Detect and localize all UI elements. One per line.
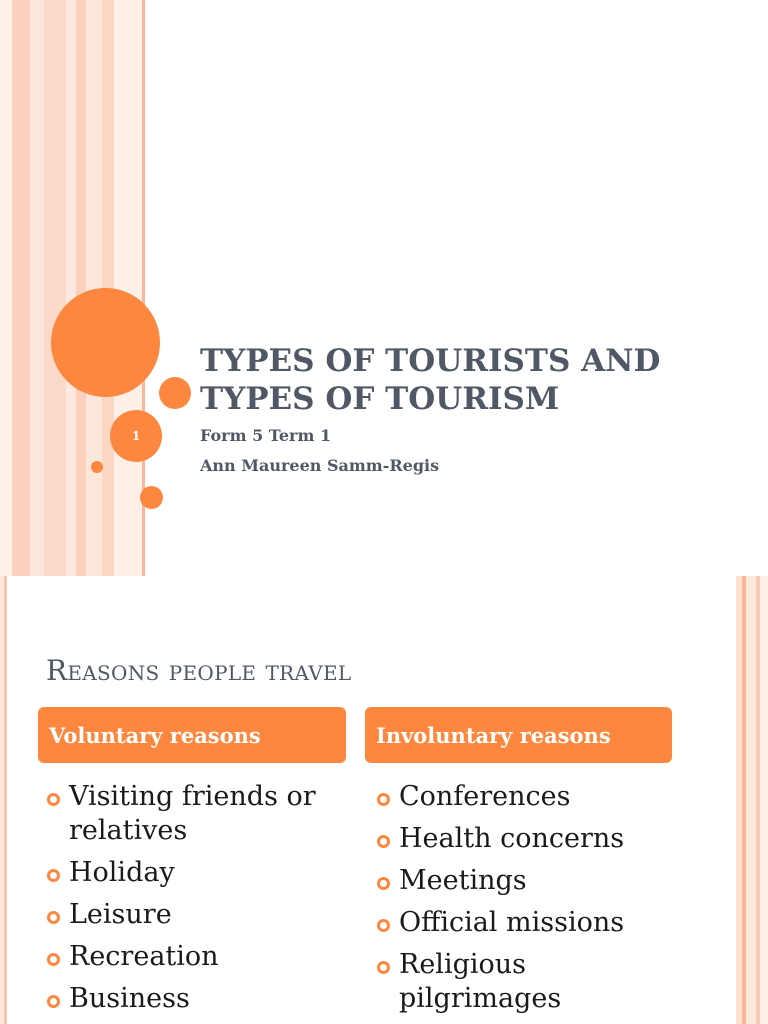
bullet-circle-icon: [377, 793, 390, 806]
bullet-circle-icon: [377, 961, 390, 974]
decor-stripe: [0, 0, 12, 576]
list-item: Religious pilgrimages: [377, 948, 677, 1016]
decor-stripe: [66, 0, 76, 576]
bullet-circle-icon: [47, 793, 60, 806]
involuntary-list: [377, 780, 677, 1024]
list-item: Recreation: [47, 940, 347, 974]
decor-circle: [51, 288, 160, 397]
list-item: Meetings: [377, 864, 677, 898]
slide-number: 1: [131, 429, 141, 443]
decor-stripe: [30, 0, 44, 576]
decor-stripe: [4, 576, 7, 1024]
decor-circle: [140, 486, 163, 509]
bullet-circle-icon: [47, 911, 60, 924]
decor-stripe: [114, 0, 142, 576]
decor-stripe: [44, 0, 66, 576]
bullet-circle-icon: [377, 919, 390, 932]
list-item: Business: [47, 982, 347, 1016]
bullet-circle-icon: [377, 835, 390, 848]
slide-title-line1: TYPES OF TOURISTS AND: [200, 343, 661, 379]
slide-author: Ann Maureen Samm-Regis: [200, 456, 440, 475]
list-item: Official missions: [377, 906, 677, 940]
decor-stripe: [746, 576, 756, 1024]
bullet-circle-icon: [47, 953, 60, 966]
decor-circle: [159, 377, 191, 409]
decor-stripe: [12, 0, 30, 576]
slide-heading: Reasons people travel: [46, 654, 352, 687]
list-item: Health concerns: [377, 822, 677, 856]
decor-stripe: [760, 576, 768, 1024]
decor-circle: [91, 461, 103, 473]
list-item: Visiting friends or relatives: [47, 780, 347, 848]
voluntary-header: Voluntary reasons: [38, 707, 346, 763]
list-item: Holiday: [47, 856, 347, 890]
involuntary-header: Involuntary reasons: [365, 707, 672, 763]
list-item: Conferences: [377, 780, 677, 814]
slide-title: [200, 342, 740, 418]
voluntary-list: [47, 780, 347, 1024]
bullet-circle-icon: [47, 869, 60, 882]
decor-stripe: [76, 0, 86, 576]
bullet-circle-icon: [377, 877, 390, 890]
slide-subtitle: Form 5 Term 1: [200, 426, 332, 445]
bullet-circle-icon: [47, 995, 60, 1008]
list-item: Leisure: [47, 898, 347, 932]
slide-title-line2: TYPES OF TOURISM: [200, 381, 560, 417]
